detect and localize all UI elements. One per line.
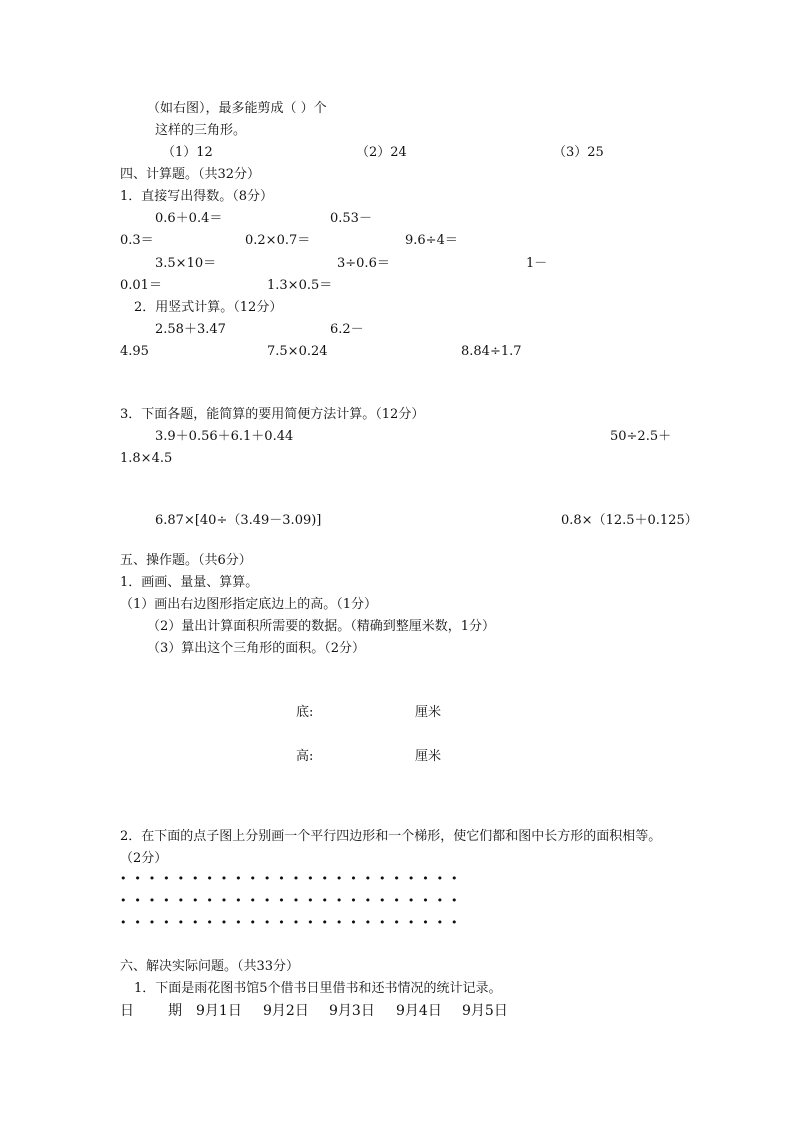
sub-question: （2）量出计算面积所需要的数据。（精确到整厘米数，1分） xyxy=(147,619,496,634)
grid-dot: • xyxy=(206,916,213,929)
grid-dot: • xyxy=(278,894,285,907)
grid-dot: • xyxy=(450,872,458,885)
grid-dot: • xyxy=(191,894,199,907)
option-2: （2）24 xyxy=(356,145,407,160)
question-text: （如右图），最多能剪成（ ）个 xyxy=(147,101,327,116)
grid-dot: • xyxy=(191,916,199,929)
expr: 50÷2.5＋ xyxy=(610,429,672,444)
expr: 1.8×4.5 xyxy=(120,451,173,466)
option-3: （3）25 xyxy=(553,145,604,160)
grid-dot: • xyxy=(364,916,372,929)
expr: 0.8×（12.5＋0.125） xyxy=(561,513,698,528)
grid-dot: • xyxy=(163,872,170,885)
grid-dot: • xyxy=(379,894,386,907)
grid-dot: • xyxy=(249,872,257,885)
grid-dot: • xyxy=(321,872,328,885)
grid-dot: • xyxy=(393,872,400,885)
grid-dot: • xyxy=(177,916,185,929)
part-1-title: 1．直接写出得数。（8分） xyxy=(120,189,274,204)
expr: 1.3×0.5＝ xyxy=(267,278,333,293)
grid-dot: • xyxy=(335,894,343,907)
grid-dot: • xyxy=(292,916,300,929)
option-1: （1）12 xyxy=(162,145,213,160)
sub-question: （1）画出右边图形指定底边上的高。（1分） xyxy=(120,597,378,612)
dot-grid-row xyxy=(120,872,470,885)
grid-dot: • xyxy=(407,872,415,885)
grid-dot: • xyxy=(263,916,271,929)
table-header-cell: 9月5日 xyxy=(462,1003,508,1019)
grid-dot: • xyxy=(148,894,156,907)
grid-dot: • xyxy=(249,916,257,929)
expr: 6.87×[40÷（3.49－3.09)] xyxy=(155,513,322,528)
grid-dot: • xyxy=(220,872,228,885)
base-label: 底: xyxy=(296,705,314,720)
expr: 8.84÷1.7 xyxy=(461,344,522,359)
expr: 9.6÷4＝ xyxy=(405,233,458,248)
grid-dot: • xyxy=(235,872,242,885)
grid-dot: • xyxy=(120,894,127,907)
grid-dot: • xyxy=(379,916,386,929)
grid-dot: • xyxy=(206,894,213,907)
grid-dot: • xyxy=(364,872,372,885)
grid-dot: • xyxy=(148,916,156,929)
grid-dot: • xyxy=(163,894,170,907)
grid-dot: • xyxy=(450,916,458,929)
base-unit: 厘米 xyxy=(415,705,442,720)
section-6-title: 六、解决实际问题。（共33分） xyxy=(120,959,300,974)
grid-dot: • xyxy=(263,894,271,907)
grid-dot: • xyxy=(350,872,357,885)
part-2-title: 2．用竖式计算。（12分） xyxy=(134,300,283,315)
grid-dot: • xyxy=(134,894,141,907)
grid-dot: • xyxy=(220,894,228,907)
expr: 1－ xyxy=(526,256,548,271)
expr: 0.53－ xyxy=(330,211,372,226)
part-2-score: （2分） xyxy=(120,851,168,866)
dot-grid-row xyxy=(120,894,470,907)
dot-grid-row xyxy=(120,916,470,929)
grid-dot: • xyxy=(249,894,257,907)
grid-dot: • xyxy=(220,916,228,929)
part-1-title: 1．下面是雨花图书馆5个借书日里借书和还书情况的统计记录。 xyxy=(134,981,502,996)
grid-dot: • xyxy=(278,872,285,885)
grid-dot: • xyxy=(177,894,185,907)
table-header-cell: 期 xyxy=(168,1003,182,1019)
grid-dot: • xyxy=(235,894,242,907)
grid-dot: • xyxy=(191,872,199,885)
expr: 0.6＋0.4＝ xyxy=(155,211,223,226)
expr: 0.01＝ xyxy=(120,278,162,293)
grid-dot: • xyxy=(393,894,400,907)
grid-dot: • xyxy=(364,894,372,907)
grid-dot: • xyxy=(393,916,400,929)
grid-dot: • xyxy=(350,894,357,907)
expr: 2.58＋3.47 xyxy=(155,322,226,337)
grid-dot: • xyxy=(407,916,415,929)
grid-dot: • xyxy=(436,894,444,907)
grid-dot: • xyxy=(206,872,213,885)
grid-dot: • xyxy=(263,872,271,885)
grid-dot: • xyxy=(148,872,156,885)
expr: 3.9＋0.56＋6.1＋0.44 xyxy=(155,429,294,444)
part-1-title: 1．画画、量量、算算。 xyxy=(120,575,259,590)
table-header-cell: 9月4日 xyxy=(396,1003,442,1019)
grid-dot: • xyxy=(321,894,328,907)
grid-dot: • xyxy=(134,872,141,885)
grid-dot: • xyxy=(177,872,185,885)
grid-dot: • xyxy=(278,916,285,929)
grid-dot: • xyxy=(307,872,314,885)
expr: 3÷0.6＝ xyxy=(337,256,390,271)
grid-dot: • xyxy=(120,916,127,929)
grid-dot: • xyxy=(422,894,429,907)
expr: 0.2×0.7＝ xyxy=(245,233,311,248)
section-4-title: 四、计算题。（共32分） xyxy=(120,167,261,182)
expr: 7.5×0.24 xyxy=(267,344,328,359)
grid-dot: • xyxy=(307,894,314,907)
height-label: 高: xyxy=(296,749,314,764)
part-2-title: 2．在下面的点子图上分别画一个平行四边形和一个梯形，使它们都和图中长方形的面积相等。 xyxy=(120,829,662,844)
grid-dot: • xyxy=(450,894,458,907)
grid-dot: • xyxy=(436,916,444,929)
grid-dot: • xyxy=(321,916,328,929)
grid-dot: • xyxy=(379,872,386,885)
grid-dot: • xyxy=(350,916,357,929)
grid-dot: • xyxy=(407,894,415,907)
grid-dot: • xyxy=(292,894,300,907)
grid-dot: • xyxy=(422,916,429,929)
table-header-cell: 9月3日 xyxy=(329,1003,375,1019)
grid-dot: • xyxy=(134,916,141,929)
grid-dot: • xyxy=(235,916,242,929)
grid-dot: • xyxy=(292,872,300,885)
table-header-cell: 日 xyxy=(120,1003,134,1019)
part-3-title: 3．下面各题，能简算的要用简便方法计算。（12分） xyxy=(120,407,425,422)
expr: 3.5×10＝ xyxy=(155,256,217,271)
grid-dot: • xyxy=(436,872,444,885)
table-header-cell: 9月2日 xyxy=(263,1003,309,1019)
expr: 4.95 xyxy=(120,344,149,359)
grid-dot: • xyxy=(163,916,170,929)
section-5-title: 五、操作题。（共6分） xyxy=(120,553,252,568)
grid-dot: • xyxy=(335,916,343,929)
table-header-cell: 9月1日 xyxy=(196,1003,242,1019)
expr: 0.3＝ xyxy=(120,233,154,248)
grid-dot: • xyxy=(335,872,343,885)
question-text-continued: 这样的三角形。 xyxy=(155,123,247,138)
grid-dot: • xyxy=(422,872,429,885)
height-unit: 厘米 xyxy=(415,749,442,764)
sub-question: （3）算出这个三角形的面积。（2分） xyxy=(147,641,366,656)
grid-dot: • xyxy=(307,916,314,929)
expr: 6.2－ xyxy=(330,322,364,337)
grid-dot: • xyxy=(120,872,127,885)
